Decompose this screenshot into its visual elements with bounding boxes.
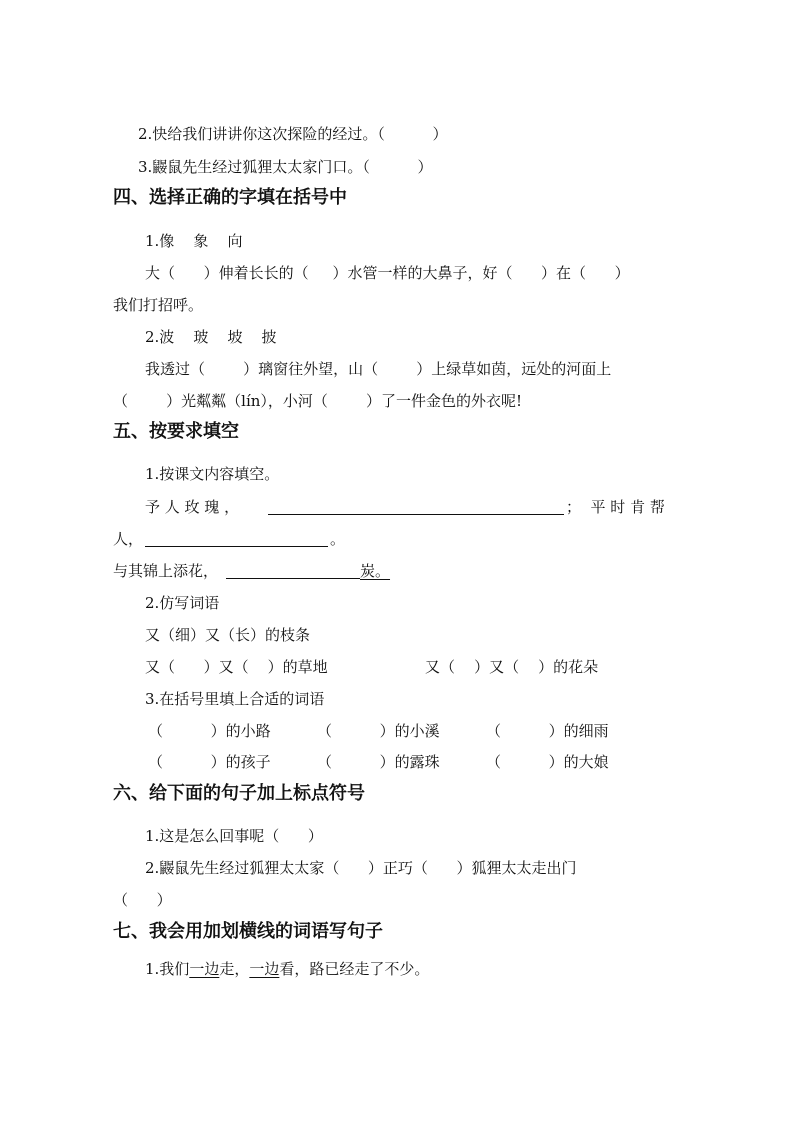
question-5-2-a: 又（ ）又（ ）的草地 xyxy=(145,658,328,676)
question-5-3-item: （ ）的露珠 xyxy=(317,753,440,771)
question-6-1: 1.这是怎么回事呢（ ） xyxy=(145,827,323,845)
section-5-heading: 五、按要求填空 xyxy=(113,421,239,442)
question-5-2-example: 又（细）又（长）的枝条 xyxy=(145,626,311,644)
question-3-3: 3.鼹鼠先生经过狐狸太太家门口。（ ） xyxy=(138,158,433,176)
question-6-2: 2.鼹鼠先生经过狐狸太太家（ ）正巧（ ）狐狸太太走出门 xyxy=(145,859,577,877)
underlined-word: 一边 xyxy=(189,960,220,978)
question-4-1-line1: 大（ ）伸着长长的（ ）水管一样的大鼻子，好（ ）在（ ） xyxy=(145,264,630,282)
question-5-2: 2.仿写词语 xyxy=(145,594,220,612)
fill-blank[interactable] xyxy=(268,498,564,515)
question-5-3-item: （ ）的小路 xyxy=(148,722,271,740)
question-5-3: 3.在括号里填上合适的词语 xyxy=(145,690,325,708)
section-7-heading: 七、我会用加划横线的词语写句子 xyxy=(113,921,383,942)
question-4-2-line2: （ ）光粼粼（lín），小河（ ）了一件金色的外衣呢! xyxy=(113,392,523,410)
sentence-end: 看，路已经走了不少。 xyxy=(279,960,430,978)
question-5-3-item: （ ）的细雨 xyxy=(486,722,609,740)
underlined-word: 一边 xyxy=(249,960,280,978)
question-4-2-line1: 我透过（ ）璃窗往外望，山（ ）上绿草如茵，远处的河面上 xyxy=(145,360,612,378)
question-5-1-d-end: 炭。 xyxy=(360,562,391,580)
question-3-2: 2.快给我们讲讲你这次探险的经过。（ ） xyxy=(138,125,448,143)
fill-blank[interactable] xyxy=(226,562,360,579)
question-5-3-item: （ ）的大娘 xyxy=(486,753,609,771)
fill-blank[interactable] xyxy=(145,530,328,547)
section-4-heading: 四、选择正确的字填在括号中 xyxy=(113,187,347,208)
question-4-2-chars: 2.波 玻 坡 披 xyxy=(145,328,277,346)
sentence-start: 1.我们 xyxy=(145,960,190,978)
question-7-1 xyxy=(145,959,429,979)
question-4-1-chars: 1.像 象 向 xyxy=(145,232,243,250)
question-5-1: 1.按课文内容填空。 xyxy=(145,465,280,483)
question-5-1-a: 予 人 玫 瑰 ， xyxy=(145,498,240,516)
question-5-2-b: 又（ ）又（ ）的花朵 xyxy=(425,658,599,676)
question-5-1-c-start: 人， xyxy=(113,530,144,548)
question-5-1-d-start: 与其锦上添花， xyxy=(113,562,219,580)
question-5-1-c-end: 。 xyxy=(330,530,346,548)
question-5-1-b: ； 平 时 肯 帮 xyxy=(566,498,665,516)
question-5-3-item: （ ）的孩子 xyxy=(148,753,271,771)
question-4-1-line2: 我们打招呼。 xyxy=(113,296,204,314)
sentence-mid: 走， xyxy=(219,960,250,978)
question-5-3-item: （ ）的小溪 xyxy=(317,722,440,740)
section-6-heading: 六、给下面的句子加上标点符号 xyxy=(113,783,365,804)
question-6-2-cont: （ ） xyxy=(113,891,172,909)
